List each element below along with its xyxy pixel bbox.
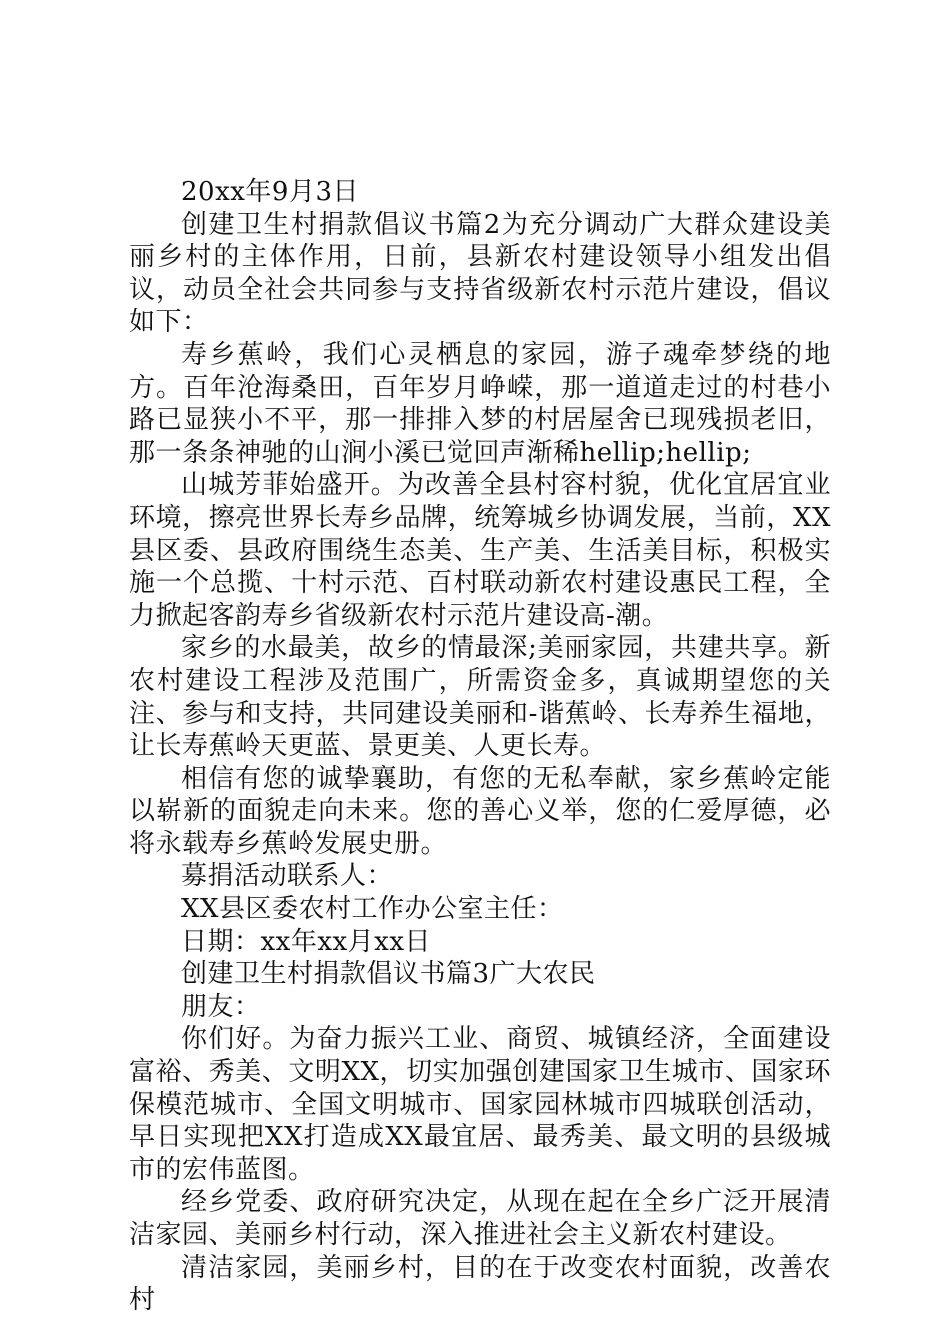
paragraph-believe: 相信有您的诚挚襄助，有您的无私奉献，家乡蕉岭定能以崭新的面貌走向未来。您的善心义举，您的仁爱厚德，必将永载寿乡蕉岭发展史册。 — [129, 763, 831, 859]
paragraph-proposal-2-intro: 创建卫生村捐款倡议书篇2为充分调动广大群众建设美丽乡村的主体作用，日前，县新农村建设领导小组发出倡议，动员全社会共同参与支持省级新农村示范片建设，倡议如下： — [129, 209, 831, 338]
document-body — [129, 176, 831, 1317]
paragraph-hometown: 寿乡蕉岭，我们心灵栖息的家园，游子魂牵梦绕的地方。百年沧海桑田，百年岁月峥嵘，那一道道走过的村巷小路已显狭小不平，那一排排入梦的村居屋舍已现残损老旧，那一条条神驰的山涧小溪已觉回声渐稀hellip;hellip; — [129, 339, 831, 468]
proposal-3-heading: 创建卫生村捐款倡议书篇3广大农民 — [181, 959, 596, 990]
greeting-friends: 朋友： — [181, 991, 261, 1022]
paragraph-clean-home: 清洁家园，美丽乡村，目的在于改变农村面貌，改善农村 — [129, 1252, 831, 1316]
date-placeholder-line: 日期：xx年xx月xx日 — [181, 926, 431, 957]
paragraph-mountain-city: 山城芳菲始盛开。为改善全县村容村貌，优化宜居宜业环境，擦亮世界长寿乡品牌，统筹城乡协调发展，当前，XX县区委、县政府围绕生态美、生产美、生活美目标，积极实施一个总揽、十村示范、百村联动新农村建设惠民工程，全力掀起客韵寿乡省级新农村示范片建设高-潮。 — [129, 470, 831, 631]
paragraph-beautiful-home: 家乡的水最美，故乡的情最深;美丽家园，共建共享。新农村建设工程涉及范围广，所需资金多，真诚期望您的关注、参与和支持，共同建设美丽和-谐蕉岭、长寿养生福地，让长寿蕉岭天更蓝、景更美、人更长寿。 — [129, 633, 831, 762]
paragraph-hello: 你们好。为奋力振兴工业、商贸、城镇经济，全面建设富裕、秀美、文明XX，切实加强创建国家卫生城市、国家环保模范城市、全国文明城市、国家园林城市四城联创活动，早日实现把XX打造成XX最宜居、最秀美、最文明的县级城市的宏伟蓝图。 — [129, 1024, 831, 1185]
date-line: 20xx年9月3日 — [181, 177, 359, 207]
paragraph-decision: 经乡党委、政府研究决定，从现在起在全乡广泛开展清洁家园、美丽乡村行动，深入推进社会主义新农村建设。 — [129, 1187, 831, 1250]
office-director-label: XX县区委农村工作办公室主任： — [181, 894, 564, 925]
contact-label: 募捐活动联系人： — [181, 861, 394, 892]
